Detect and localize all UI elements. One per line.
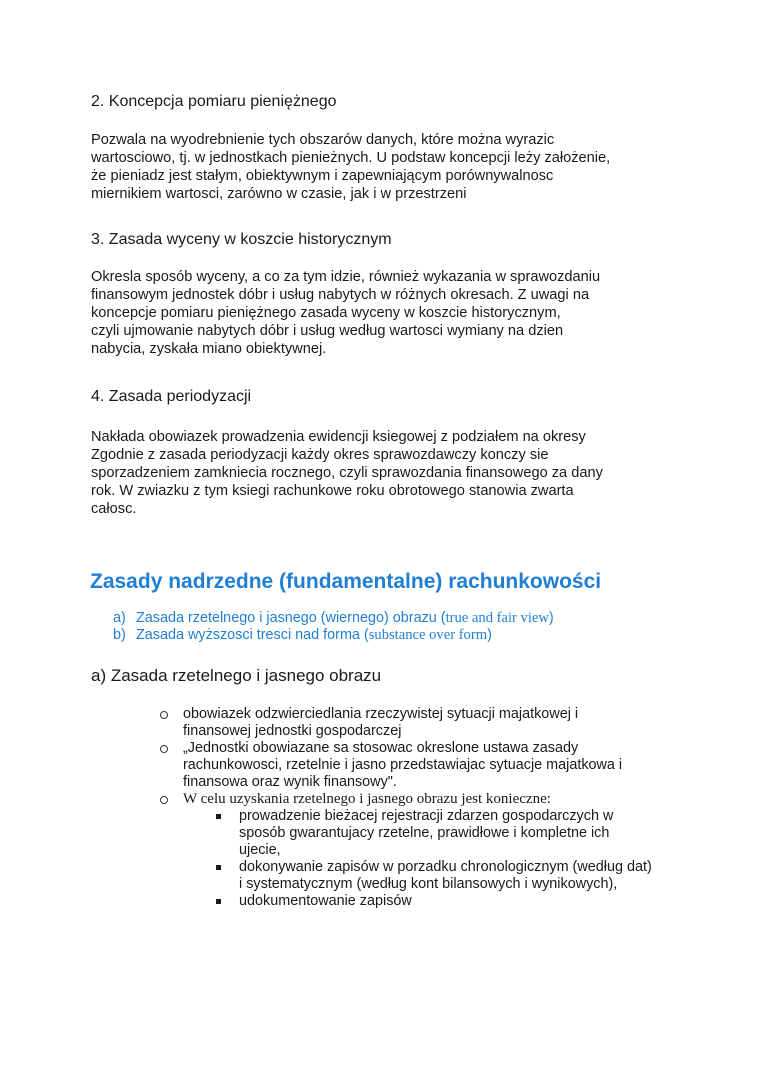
bullet-line: sposób gwarantujacy rzetelne, prawidłowe i kompletne ich: [239, 825, 610, 841]
section-heading: 4. Zasada periodyzacji: [91, 388, 252, 405]
paragraph-line: rok. W zwiazku z tym ksiegi rachunkowe roku obrotowego stanowia zwarta: [91, 483, 574, 499]
paragraph-line: koncepcje pomiaru pieniężnego zasada wyceny w koszcie historycznym,: [91, 305, 561, 321]
bullet-line: obowiazek odzwierciedlania rzeczywistej sytuacji majatkowej i: [183, 706, 579, 722]
section-paragraph: [91, 131, 691, 203]
section-paragraph: [91, 428, 691, 518]
paragraph-line: Zgodnie z zasada periodyzacji każdy okres sprawozdawczy konczy sie: [91, 447, 549, 463]
circle-bullet-icon: [160, 796, 168, 804]
bullet-line: finansowej jednostki gospodarczej: [183, 723, 402, 739]
list-marker: a): [113, 610, 126, 626]
section-paragraph: [91, 268, 691, 358]
square-bullet-icon: [216, 865, 221, 870]
list-item: [213, 808, 697, 859]
bullet-line: udokumentowanie zapisów: [239, 893, 412, 909]
paragraph-line: sporzadzeniem zamkniecia rocznego, czyli sprawozdania finansowego za dany: [91, 465, 603, 481]
list-item: [157, 706, 697, 740]
paragraph-line: Pozwala na wyodrebnienie tych obszarów danych, które można wyrazic: [91, 132, 555, 148]
circle-bullet-icon: [160, 745, 168, 753]
close-paren: ): [487, 627, 492, 643]
paragraph-line: całosc.: [91, 501, 137, 517]
bullet-line: prowadzenie bieżacej rejestracji zdarzen gospodarczych w: [239, 808, 614, 824]
list-item-text: Zasada wyższosci tresci nad forma (: [136, 627, 369, 643]
bullet-line: „Jednostki obowiazane sa stosowac okreslone ustawa zasady: [183, 740, 579, 756]
paragraph-line: czyli ujmowanie nabytych dóbr i usług według wartosci wymiany na dzien: [91, 323, 564, 339]
bullet-line: i systematycznym (według kont bilansowych i wynikowych),: [239, 876, 618, 892]
list-item: [213, 859, 697, 893]
english-term: true and fair view: [445, 610, 549, 626]
square-bullet-icon: [216, 814, 221, 819]
list-marker: b): [113, 627, 126, 643]
subheading: a) Zasada rzetelnego i jasnego obrazu: [91, 666, 382, 685]
paragraph-line: wartosciowo, tj. w jednostkach pienieżnych. U podstaw koncepcji leży założenie,: [91, 150, 611, 166]
list-item: [113, 610, 554, 627]
sub-bullet-list: [213, 808, 697, 910]
list-item: [113, 627, 554, 644]
list-item: [213, 893, 697, 910]
bullet-line: ujecie,: [239, 842, 281, 858]
bullet-line: dokonywanie zapisów w porzadku chronologicznym (według dat): [239, 859, 652, 875]
bullet-line: rachunkowosci, rzetelnie i jasno przedstawiajac sytuacje majatkowa i: [183, 757, 623, 773]
paragraph-line: nabycia, zyskała miano obiektywnej.: [91, 341, 327, 357]
paragraph-line: finansowym jednostek dóbr i usług nabytych w różnych okresach. Z uwagi na: [91, 287, 590, 303]
list-item-text: Zasada rzetelnego i jasnego (wiernego) obrazu (: [136, 610, 446, 626]
paragraph-line: Okresla sposób wyceny, a co za tym idzie, również wykazania w sprawozdaniu: [91, 269, 601, 285]
paragraph-line: że pieniadz jest stałym, obiektywnym i zapewniającym porównywalnosc: [91, 168, 554, 184]
list-item: [157, 791, 697, 910]
circle-bullet-icon: [160, 711, 168, 719]
section-heading: 2. Koncepcja pomiaru pieniężnego: [91, 93, 337, 110]
bullet-list: [157, 706, 697, 910]
english-term: substance over form: [368, 627, 488, 643]
bullet-line: finansowa oraz wynik finansowy".: [183, 774, 397, 790]
principles-list: [113, 610, 554, 644]
close-paren: ): [548, 610, 554, 626]
square-bullet-icon: [216, 899, 221, 904]
list-item: [157, 740, 697, 791]
section-heading: 3. Zasada wyceny w koszcie historycznym: [91, 231, 392, 248]
paragraph-line: miernikiem wartosci, zarówno w czasie, jak i w przestrzeni: [91, 186, 467, 202]
bullet-line: W celu uzyskania rzetelnego i jasnego obrazu jest konieczne:: [183, 791, 551, 807]
main-title: Zasady nadrzedne (fundamentalne) rachunkowości: [90, 570, 602, 593]
paragraph-line: Nakłada obowiazek prowadzenia ewidencji ksiegowej z podziałem na okresy: [91, 429, 586, 445]
